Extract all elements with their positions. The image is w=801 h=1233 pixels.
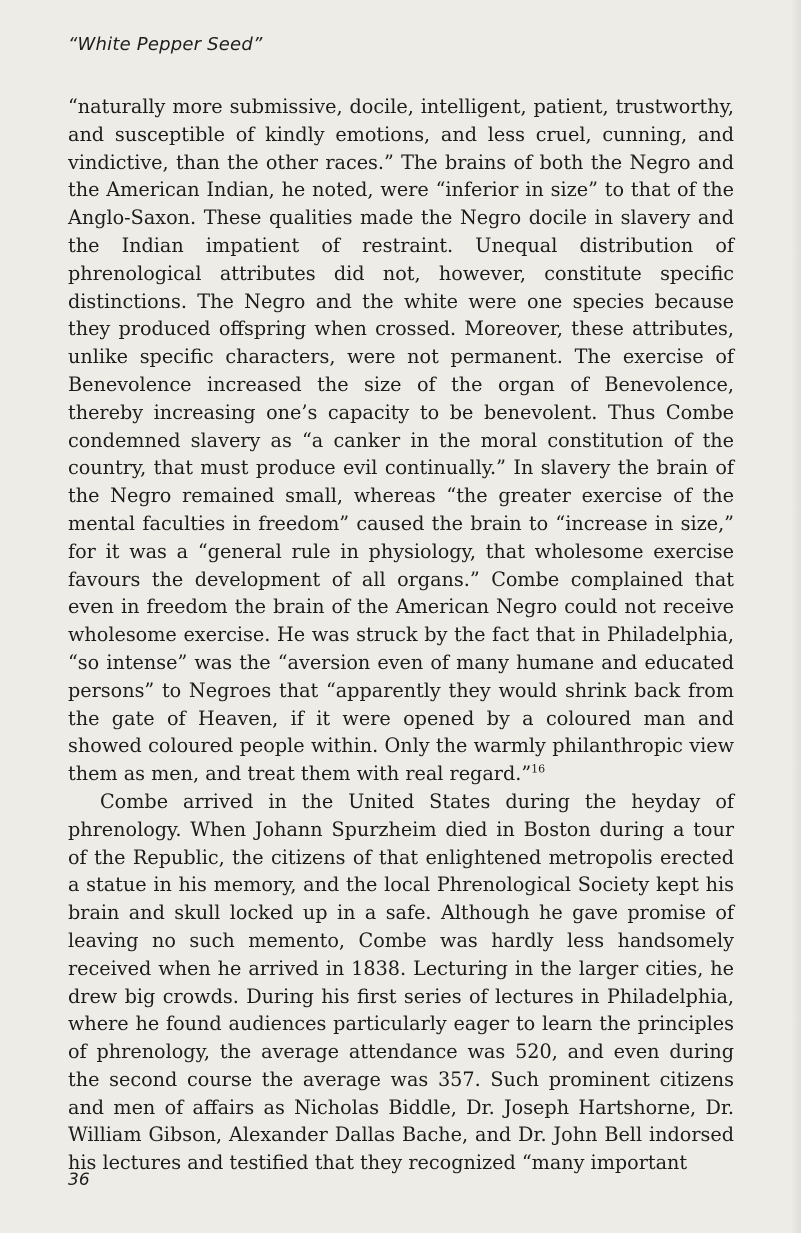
paragraph-1 bbox=[68, 93, 734, 788]
paragraph-1-text: “naturally more submissive, docile, intelligent, patient, trustworthy, and susceptible of kindly emotions, and less cruel, cunning, and vindictive, than the other races.” The brains of both the Negro and the American Indian, he noted, were “inferior in size” to that of the Anglo-Saxon. These qualities made the Negro docile in slavery and the Indian impatient of restraint. Unequal distribution of phrenological attributes did not, however, constitute specific distinctions. The Negro and the white were one species because they produced offspring when crossed. Moreover, these attributes, unlike specific characters, were not permanent. The exercise of Benevolence increased the size of the organ of Benevolence, thereby increasing one’s capacity to be benevolent. Thus Combe condemned slavery as “a canker in the moral constitution of the country, that must produce evil continually.” In slavery the brain of the Negro remained small, whereas “the greater exercise of the mental faculties in freedom” caused the brain to “increase in size,” for it was a “general rule in physiology, that wholesome exercise favours the development of all organs.” Combe complained that even in freedom the brain of the American Negro could not receive wholesome exercise. He was struck by the fact that in Philadelphia, “so intense” was the “aversion even of many humane and educated persons” to Negroes that “apparently they would shrink back from the gate of Heaven, if it were opened by a coloured man and showed coloured people within. Only the warmly philanthropic view them as men, and treat them with real regard.” bbox=[68, 95, 734, 786]
page-edge-shadow bbox=[791, 0, 801, 1233]
paragraph-2: Combe arrived in the United States during the heyday of phrenology. When Johann Spurzheim died in Boston during a tour of the Republic, the citizens of that enlightened metropolis erected a statue in his memory, and the local Phrenological Society kept his brain and skull locked up in a safe. Although he gave promise of leaving no such memento, Combe was hardly less handsomely received when he arrived in 1838. Lecturing in the larger cities, he drew big crowds. During his first series of lectures in Philadelphia, where he found audiences particularly eager to learn the principles of phrenology, the average attendance was 520, and even during the second course the average was 357. Such prominent citizens and men of affairs as Nicholas Biddle, Dr. Joseph Hartshorne, Dr. William Gibson, Alexander Dallas Bache, and Dr. John Bell indorsed his lectures and testified that they recognized “many important bbox=[68, 789, 734, 1175]
body-text bbox=[68, 93, 734, 1177]
footnote-reference: 16 bbox=[531, 762, 546, 776]
page-number: 36 bbox=[68, 1170, 90, 1190]
running-head: “White Pepper Seed” bbox=[68, 34, 263, 55]
